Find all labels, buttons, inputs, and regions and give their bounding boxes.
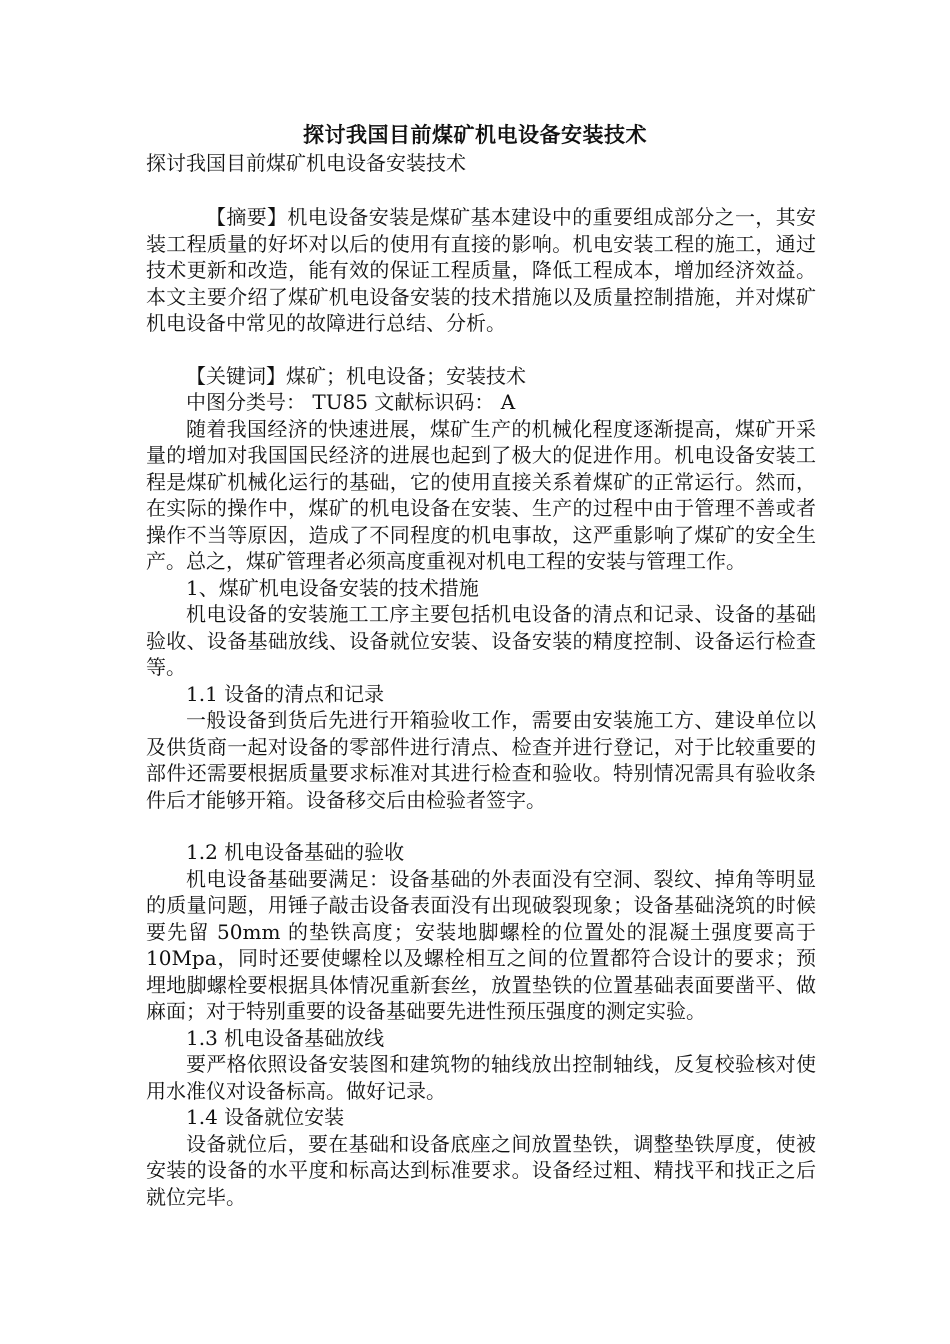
paragraph-spacer [146,813,816,839]
section-1-heading: 1、煤矿机电设备安装的技术措施 [186,575,479,600]
document-title: 探讨我国目前煤矿机电设备安装技术 [303,122,647,147]
section-1-4-heading: 1.4 设备就位安装 [186,1105,345,1129]
intro-paragraph: 随着我国经济的快速进展，煤矿生产的机械化程度逐渐提高，煤矿开采量的增加对我国国民经济的进展也起到了极大的促进作用。机电设备安装工程是煤矿机械化运行的基础，它的使用直接关系着煤矿的正常运行。然而，在实际的操作中，煤矿的机电设备在安装、生产的过程中由于管理不善或者操作不当等原因，造成了不同程度的机电事故，这严重影响了煤矿的安全生产。总之，煤矿管理者必须高度重视对机电工程的安装与管理工作。 [146,416,816,573]
abstract-paragraph: 【摘要】机电设备安装是煤矿基本建设中的重要组成部分之一，其安装工程质量的好坏对以后的使用有直接的影响。机电安装工程的施工，通过技术更新和改造，能有效的保证工程质量，降低工程成本，增加经济效益。本文主要介绍了煤矿机电设备安装的技术措施以及质量控制措施，并对煤矿机电设备中常见的故障进行总结、分析。 [146,205,816,335]
section-1-2-paragraph: 机电设备基础要满足：设备基础的外表面没有空洞、裂纹、掉角等明显的质量问题，用锤子敲击设备表面没有出现破裂现象；设备基础浇筑的时候要先留 50mm 的垫铁高度；安装地脚螺栓的位置处的混凝土强度要高于 10Mpa，同时还要使螺栓以及螺栓相互之间的位置都符合设计的要求；预埋地脚螺栓要根据具体情况重新套丝，放置垫铁的位置基础表面要凿平、做麻面；对于特别重要的设备基础要先进性预压强度的测定实验。 [146,866,816,1023]
document-body [146,204,816,1210]
section-1-1-heading: 1.1 设备的清点和记录 [186,681,385,706]
section-1-1-paragraph: 一般设备到货后先进行开箱验收工作，需要由安装施工方、建设单位以及供货商一起对设备的零部件进行清点、检查并进行登记，对于比较重要的部件还需要根据质量要求标准对其进行检查和验收。特别情况需具有验收条件后才能够开箱。设备移交后由检验者签字。 [146,708,816,812]
section-1-2-heading: 1.2 机电设备基础的验收 [186,840,405,864]
document-subtitle: 探讨我国目前煤矿机电设备安装技术 [146,151,466,175]
section-1-3-paragraph: 要严格依照设备安装图和建筑物的轴线放出控制轴线，反复校验核对使用水准仪对设备标高。做好记录。 [146,1052,816,1103]
keywords-line: 【关键词】煤矿；机电设备；安装技术 [186,363,526,388]
section-1-4-paragraph: 设备就位后，要在基础和设备底座之间放置垫铁，调整垫铁厚度，使被安装的设备的水平度和标高达到标准要求。设备经过粗、精找平和找正之后就位完毕。 [146,1131,816,1209]
classification-line: 中图分类号： TU85 文献标识码： A [186,390,516,414]
section-1-3-heading: 1.3 机电设备基础放线 [186,1025,385,1050]
paragraph-spacer [146,337,816,363]
section-1-paragraph: 机电设备的安装施工工序主要包括机电设备的清点和记录、设备的基础验收、设备基础放线、设备就位安装、设备安装的精度控制、设备运行检查等。 [146,602,816,679]
